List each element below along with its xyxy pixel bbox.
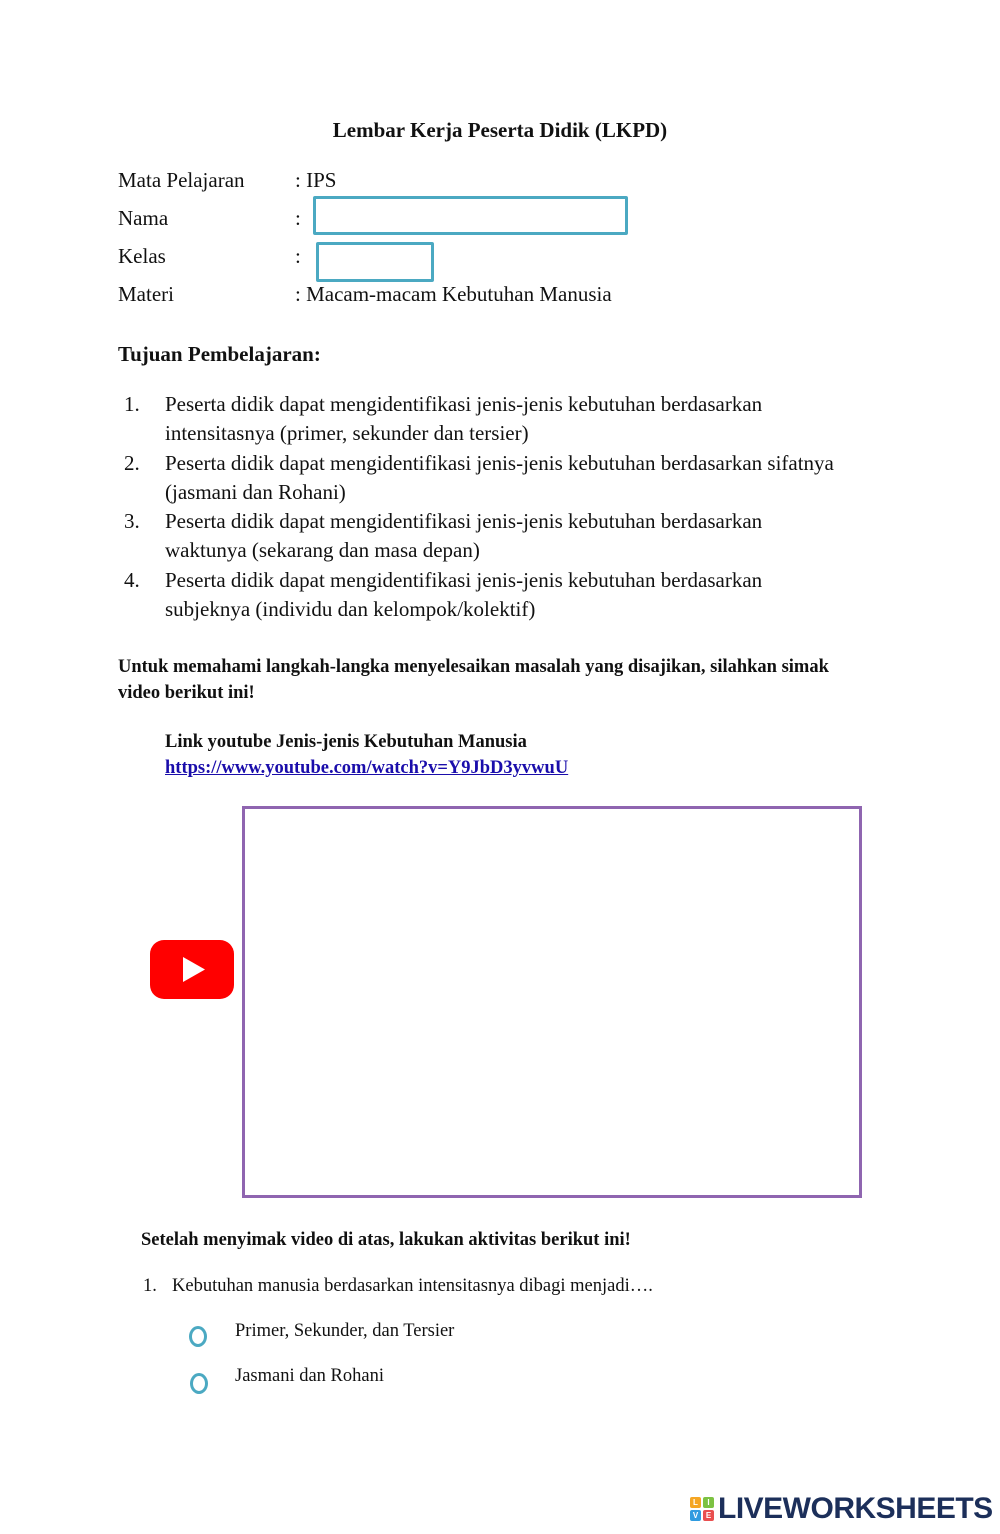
objective-line: (jasmani dan Rohani) bbox=[165, 480, 346, 504]
logo-block: L bbox=[690, 1497, 701, 1508]
option-radio[interactable] bbox=[189, 1326, 207, 1347]
name-label: Nama bbox=[118, 206, 169, 230]
option-radio[interactable] bbox=[190, 1373, 208, 1394]
class-input[interactable] bbox=[316, 242, 434, 282]
youtube-link[interactable]: https://www.youtube.com/watch?v=Y9JbD3yvwuU bbox=[165, 758, 569, 778]
objective-item bbox=[165, 390, 885, 448]
activity-heading: Setelah menyimak video di atas, lakukan aktivitas berikut ini! bbox=[141, 1230, 631, 1250]
objective-number: 4. bbox=[124, 568, 140, 592]
objective-line: Peserta didik dapat mengidentifikasi jenis-jenis kebutuhan berdasarkan bbox=[165, 392, 763, 416]
objective-line: waktunya (sekarang dan masa depan) bbox=[165, 538, 480, 562]
subject-value: : IPS bbox=[295, 168, 337, 192]
logo-block: V bbox=[690, 1510, 701, 1521]
objective-item bbox=[165, 449, 885, 507]
liveworksheets-logo bbox=[690, 1492, 993, 1526]
logo-blocks-icon bbox=[690, 1497, 714, 1521]
video-player-frame[interactable] bbox=[242, 806, 862, 1198]
objective-line: Peserta didik dapat mengidentifikasi jenis-jenis kebutuhan berdasarkan bbox=[165, 568, 763, 592]
objective-line: intensitasnya (primer, sekunder dan tersier) bbox=[165, 421, 529, 445]
logo-block: E bbox=[703, 1510, 714, 1521]
youtube-play-icon[interactable] bbox=[150, 940, 234, 999]
name-input[interactable] bbox=[313, 196, 628, 235]
class-label: Kelas bbox=[118, 244, 166, 268]
youtube-play-icon-graphic bbox=[150, 940, 234, 999]
objectives-heading: Tujuan Pembelajaran: bbox=[118, 342, 321, 366]
objective-line: Peserta didik dapat mengidentifikasi jenis-jenis kebutuhan berdasarkan sifatnya bbox=[165, 451, 834, 475]
objective-item bbox=[165, 507, 885, 565]
brand-name: LIVEWORKSHEETS bbox=[718, 1492, 993, 1525]
video-instruction bbox=[118, 654, 898, 706]
video-link-title: Link youtube Jenis-jenis Kebutuhan Manusia bbox=[165, 732, 527, 752]
subject-label: Mata Pelajaran bbox=[118, 168, 245, 192]
objective-line: subjeknya (individu dan kelompok/kolektif) bbox=[165, 597, 536, 621]
objective-number: 1. bbox=[124, 392, 140, 416]
page-title: Lembar Kerja Peserta Didik (LKPD) bbox=[332, 118, 668, 142]
objective-line: Peserta didik dapat mengidentifikasi jenis-jenis kebutuhan berdasarkan bbox=[165, 509, 763, 533]
instruction-line: Untuk memahami langkah-langka menyelesaikan masalah yang disajikan, silahkan simak bbox=[118, 657, 829, 677]
material-label: Materi bbox=[118, 282, 174, 306]
logo-block: I bbox=[703, 1497, 714, 1508]
objective-number: 2. bbox=[124, 451, 140, 475]
class-colon: : bbox=[295, 244, 301, 268]
name-colon: : bbox=[295, 206, 301, 230]
material-value: : Macam-macam Kebutuhan Manusia bbox=[295, 282, 612, 306]
option-label: Primer, Sekunder, dan Tersier bbox=[235, 1321, 455, 1341]
objective-item bbox=[165, 566, 885, 624]
option-label: Jasmani dan Rohani bbox=[235, 1366, 385, 1386]
objective-number: 3. bbox=[124, 509, 140, 533]
question-number: 1. bbox=[143, 1276, 157, 1296]
instruction-line: video berikut ini! bbox=[118, 683, 255, 703]
question-text: Kebutuhan manusia berdasarkan intensitasnya dibagi menjadi…. bbox=[172, 1276, 653, 1296]
